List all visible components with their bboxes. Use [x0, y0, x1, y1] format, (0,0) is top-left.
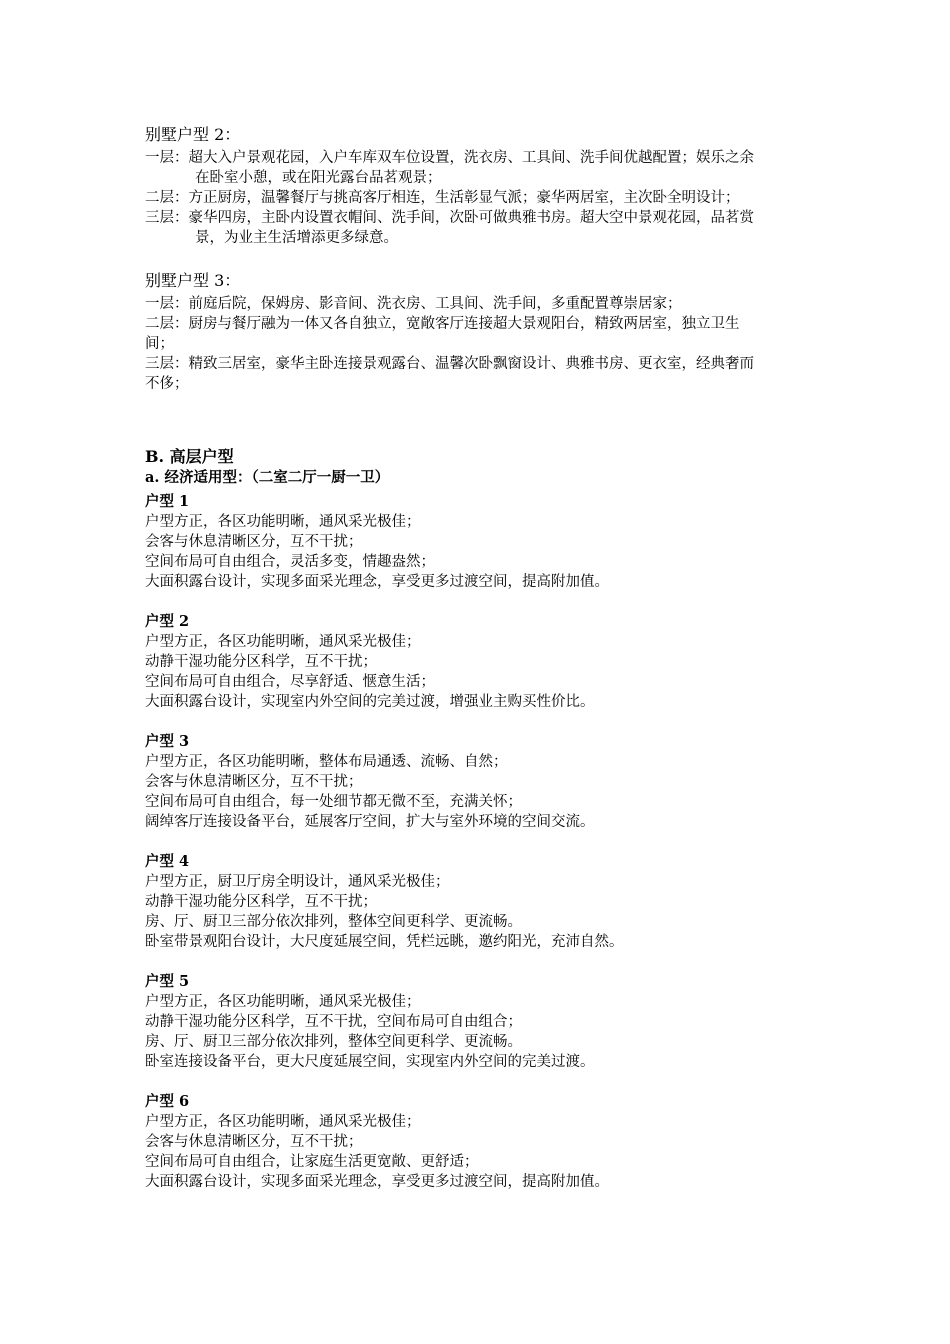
unit-line: 空间布局可自由组合，灵活多变，情趣盎然；: [145, 554, 435, 570]
unit-title: 户型 2: [145, 613, 190, 630]
unit-line: 卧室连接设备平台，更大尺度延展空间，实现室内外空间的完美过渡。: [145, 1054, 595, 1070]
unit-line: 动静干湿功能分区科学，互不干扰；: [145, 894, 377, 910]
floor-label: 三层：: [145, 210, 189, 226]
unit-line: 大面积露台设计，实现多面采光理念，享受更多过渡空间，提高附加值。: [145, 574, 609, 590]
floor-text: 豪华四房，主卧内设置衣帽间、洗手间，次卧可做典雅书房。超大空中景观花园，品茗赏: [188, 210, 754, 226]
unit-line: 房、厅、厨卫三部分依次排列，整体空间更科学、更流畅。: [145, 1034, 522, 1050]
unit-type-4: [145, 852, 815, 952]
section-subtitle: a. 经济适用型：（二室二厅一厨一卫）: [145, 469, 390, 486]
unit-title: 户型 3: [145, 733, 190, 750]
floor-label: 二层：: [145, 190, 189, 206]
villa3-floor-2: [145, 314, 815, 354]
unit-line: 户型方正，厨卫厅房全明设计，通风采光极佳；: [145, 874, 450, 890]
unit-type-1: [145, 492, 815, 592]
unit-line: 会客与休息清晰区分，互不干扰；: [145, 534, 363, 550]
villa2-section: [145, 124, 815, 248]
unit-type-6: [145, 1092, 815, 1192]
unit-line: 空间布局可自由组合，每一处细节都无微不至，充满关怀；: [145, 794, 522, 810]
section-title: B. 高层户型: [145, 447, 234, 466]
floor-text-continued: 在卧室小憩，或在阳光露台品茗观景；: [195, 170, 442, 186]
floor-label: 一层：: [145, 296, 189, 312]
unit-line: 户型方正，各区功能明晰，通风采光极佳；: [145, 634, 421, 650]
unit-line: 大面积露台设计，实现室内外空间的完美过渡，增强业主购买性价比。: [145, 694, 595, 710]
floor-label: 二层：: [145, 316, 189, 332]
unit-line: 动静干湿功能分区科学，互不干扰；: [145, 654, 377, 670]
floor-text: 精致三居室，豪华主卧连接景观露台、温馨次卧飘窗设计、典雅书房、更衣室，经典奢而: [188, 356, 754, 372]
unit-type-3: [145, 732, 815, 832]
unit-line: 大面积露台设计，实现多面采光理念，享受更多过渡空间，提高附加值。: [145, 1174, 609, 1190]
villa3-floor-1: [145, 294, 815, 314]
document-page: [145, 124, 815, 1192]
villa3-section: [145, 270, 815, 394]
floor-label: 一层：: [145, 150, 189, 166]
floor-text-continued: 景，为业主生活增添更多绿意。: [195, 230, 398, 246]
floor-text: 超大入户景观花园，入户车库双车位设置，洗衣房、工具间、洗手间优越配置；娱乐之余: [188, 150, 754, 166]
unit-line: 户型方正，各区功能明晰，通风采光极佳；: [145, 994, 421, 1010]
floor-text: 方正厨房，温馨餐厅与挑高客厅相连，生活彰显气派；豪华两居室，主次卧全明设计；: [188, 190, 740, 206]
villa2-title: 别墅户型 2：: [145, 125, 241, 144]
unit-line: 空间布局可自由组合，尽享舒适、惬意生活；: [145, 674, 435, 690]
floor-text: 前庭后院，保姆房、影音间、洗衣房、工具间、洗手间，多重配置尊崇居家；: [188, 296, 682, 312]
unit-type-2: [145, 612, 815, 712]
villa2-floor-3: [145, 208, 815, 248]
unit-title: 户型 1: [145, 493, 190, 510]
villa3-floor-3: [145, 354, 815, 394]
high-rise-section: [145, 446, 815, 1192]
unit-title: 户型 5: [145, 973, 190, 990]
unit-line: 房、厅、厨卫三部分依次排列，整体空间更科学、更流畅。: [145, 914, 522, 930]
floor-label: 三层：: [145, 356, 189, 372]
unit-line: 户型方正，各区功能明晰，通风采光极佳；: [145, 1114, 421, 1130]
unit-type-5: [145, 972, 815, 1072]
unit-line: 动静干湿功能分区科学，互不干扰，空间布局可自由组合；: [145, 1014, 522, 1030]
unit-line: 会客与休息清晰区分，互不干扰；: [145, 1134, 363, 1150]
unit-line: 户型方正，各区功能明晰，通风采光极佳；: [145, 514, 421, 530]
floor-text-continued: 间；: [145, 336, 174, 352]
unit-line: 空间布局可自由组合，让家庭生活更宽敞、更舒适；: [145, 1154, 479, 1170]
floor-text-continued: 不侈；: [145, 376, 189, 392]
villa2-floor-2: [145, 188, 815, 208]
unit-title: 户型 4: [145, 853, 190, 870]
floor-text: 厨房与餐厅融为一体又各自独立，宽敞客厅连接超大景观阳台，精致两居室，独立卫生: [188, 316, 740, 332]
unit-line: 阔绰客厅连接设备平台，延展客厅空间，扩大与室外环境的空间交流。: [145, 814, 595, 830]
unit-title: 户型 6: [145, 1093, 190, 1110]
villa2-floor-1: [145, 148, 815, 188]
unit-line: 卧室带景观阳台设计，大尺度延展空间，凭栏远眺，邀约阳光，充沛自然。: [145, 934, 624, 950]
unit-line: 户型方正，各区功能明晰，整体布局通透、流畅、自然；: [145, 754, 508, 770]
villa3-title: 别墅户型 3：: [145, 271, 241, 290]
unit-line: 会客与休息清晰区分，互不干扰；: [145, 774, 363, 790]
